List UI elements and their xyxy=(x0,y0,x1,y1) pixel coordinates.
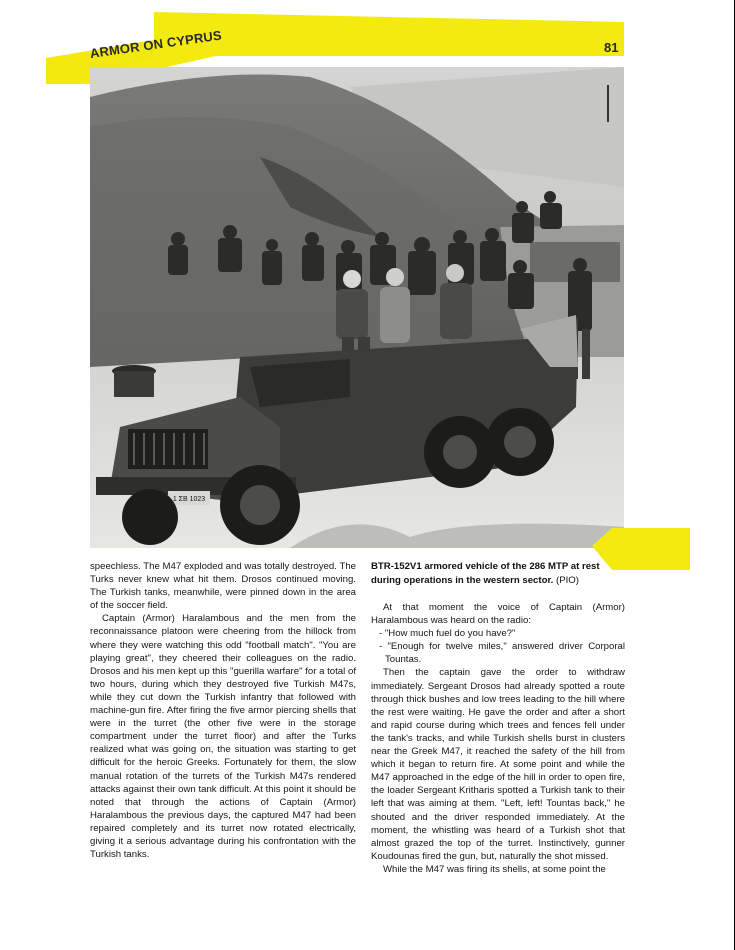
dialogue-line: - "Enough for twelve miles," answered driver Corporal Tountas. xyxy=(379,641,625,666)
paragraph: Then the captain gave the order to withdraw immediately. Sergeant Drosos had already spotted a route through thick bushes and low trees leading to the hill where the rest were waiting. He gave the order and after a short and rapid course during which trees and fences fell under the tank's tracks, and while Turkish shells burst in clusters near the Greek M47, it reached the safety of the hill from which it began to return fire. At some point and while the M47 approached in the edge of the hill in order to open fire, the loader Sergeant Kritharis spotted a Turkish tank to their left that was aiming at them. "Left, left! Tountas back," he shouted and the driver responded immediately. At the moment, the whistling was heard of a Turkish shot that almost grazed the top of the turret. Instinctively, gunner Koudounas fired the gun, but, naturally the shot missed. xyxy=(371,667,625,862)
left-column xyxy=(90,560,356,861)
photo-caption xyxy=(371,560,623,587)
dialogue-line: - "How much fuel do you have?" xyxy=(379,628,516,640)
paragraph: At that moment the voice of Captain (Armor) Haralambous was heard on the radio: xyxy=(371,602,625,627)
photograph xyxy=(90,67,624,548)
paragraph: While the M47 was firing its shells, at some point the xyxy=(383,863,606,875)
caption-text: BTR-152V1 armored vehicle of the 286 MTP at rest during operations in the western sector. xyxy=(371,561,600,586)
photograph-halftrack-soldiers-icon xyxy=(90,67,624,548)
license-plate: 1 ΣΒ 1023 xyxy=(172,496,206,503)
paragraph: Captain (Armor) Haralambous and the men from the reconnaissance platoon were cheering from the hillock from where they were watching this odd "football match". "You are playing great", they cheered their colleagues on the radio. Drosos and his men kept up this "guerilla warfare" for a total of two hours, during which they destroyed five Turkish M47s, while they cut down the Turkish infantry that followed with machine-gun fire. After firing the five armor piercing shells that were in the turret (the other five were in the storage compartment under the turret floor) and after the Turks realized what was going on, the situation was starting to get difficult for the heroic Greeks. Fortunately for them, the slow manual rotation of the turrets of the Turkish M47s rendered attacks against their own tank difficult. At this point it should be noted that through the actions of Captain (Armor) Haralambous the previous days, the captured M47 had been repaired completely and its turret now rotated electrically, giving it a serious advantage during his confrontation with the Turkish tanks. xyxy=(90,613,356,861)
running-title: ARMOR ON CYPRUS xyxy=(88,27,223,61)
right-column xyxy=(371,601,625,876)
caption-source: (PIO) xyxy=(556,574,579,586)
page-number: 81 xyxy=(604,40,619,55)
paragraph: speechless. The M47 exploded and was totally destroyed. The Turks never knew what hit them. Drosos continued moving. The Turkish tanks, meanwhile, were pinned down in the area of the soccer field. xyxy=(90,561,356,612)
